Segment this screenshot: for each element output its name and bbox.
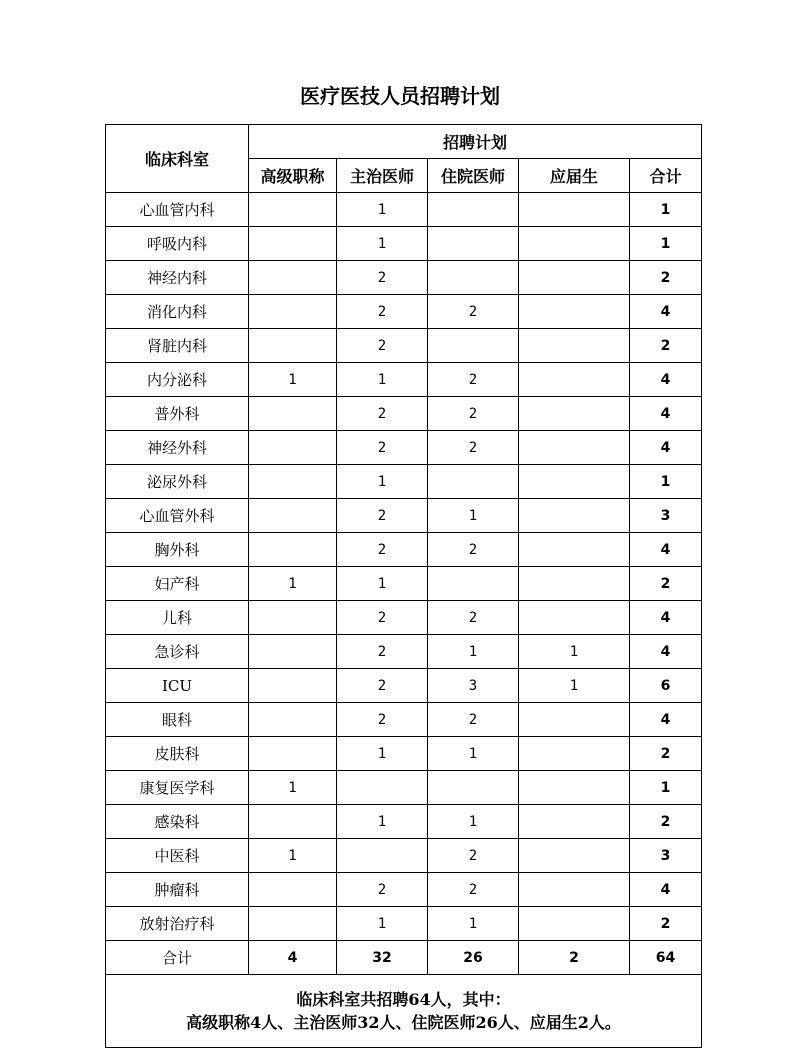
total-resident: 26 (428, 941, 519, 975)
attending-cell: 1 (337, 193, 428, 227)
table-row (106, 295, 702, 329)
table-row (106, 533, 702, 567)
recruitment-table (105, 124, 702, 1048)
senior-cell (249, 873, 337, 907)
graduate-cell (519, 329, 630, 363)
total-cell: 3 (630, 499, 702, 533)
dept-cell: 感染科 (106, 805, 249, 839)
senior-cell: 1 (249, 567, 337, 601)
total-cell: 2 (630, 737, 702, 771)
total-cell: 2 (630, 261, 702, 295)
senior-cell (249, 261, 337, 295)
attending-cell: 2 (337, 635, 428, 669)
table-row (106, 771, 702, 805)
totals-row (106, 941, 702, 975)
plan-header: 招聘计划 (249, 125, 702, 159)
senior-cell (249, 601, 337, 635)
attending-cell: 2 (337, 703, 428, 737)
senior-cell (249, 431, 337, 465)
dept-cell: 呼吸内科 (106, 227, 249, 261)
summary-line-1: 临床科室共招聘64人，其中： (296, 990, 511, 1009)
attending-cell: 1 (337, 737, 428, 771)
column-header-senior: 高级职称 (249, 159, 337, 193)
table-row (106, 601, 702, 635)
attending-cell: 1 (337, 465, 428, 499)
total-cell: 2 (630, 805, 702, 839)
resident-cell: 2 (428, 703, 519, 737)
dept-cell: 内分泌科 (106, 363, 249, 397)
dept-cell: 妇产科 (106, 567, 249, 601)
resident-cell (428, 329, 519, 363)
table-row (106, 635, 702, 669)
total-attending: 32 (337, 941, 428, 975)
total-senior: 4 (249, 941, 337, 975)
dept-cell: 放射治疗科 (106, 907, 249, 941)
attending-cell: 1 (337, 567, 428, 601)
attending-cell: 2 (337, 601, 428, 635)
resident-cell (428, 771, 519, 805)
total-cell: 6 (630, 669, 702, 703)
attending-cell: 2 (337, 295, 428, 329)
resident-cell: 1 (428, 907, 519, 941)
dept-cell: 急诊科 (106, 635, 249, 669)
resident-cell: 1 (428, 499, 519, 533)
senior-cell (249, 193, 337, 227)
graduate-cell (519, 737, 630, 771)
graduate-cell (519, 295, 630, 329)
attending-cell: 1 (337, 907, 428, 941)
senior-cell (249, 499, 337, 533)
dept-cell: ICU (106, 669, 249, 703)
dept-cell: 普外科 (106, 397, 249, 431)
senior-cell (249, 295, 337, 329)
dept-cell: 神经外科 (106, 431, 249, 465)
table-row (106, 465, 702, 499)
total-cell: 4 (630, 295, 702, 329)
graduate-cell (519, 499, 630, 533)
graduate-cell (519, 533, 630, 567)
dept-cell: 心血管内科 (106, 193, 249, 227)
total-cell: 1 (630, 227, 702, 261)
table-row (106, 227, 702, 261)
attending-cell: 2 (337, 397, 428, 431)
dept-cell: 肾脏内科 (106, 329, 249, 363)
graduate-cell (519, 907, 630, 941)
graduate-cell (519, 873, 630, 907)
total-cell: 2 (630, 329, 702, 363)
graduate-cell (519, 193, 630, 227)
attending-cell (337, 771, 428, 805)
attending-cell: 1 (337, 227, 428, 261)
dept-cell: 儿科 (106, 601, 249, 635)
total-cell: 4 (630, 873, 702, 907)
dept-cell: 肿瘤科 (106, 873, 249, 907)
table-row (106, 261, 702, 295)
table-row (106, 567, 702, 601)
total-cell: 4 (630, 431, 702, 465)
total-cell: 4 (630, 703, 702, 737)
total-cell: 1 (630, 193, 702, 227)
attending-cell: 1 (337, 805, 428, 839)
resident-cell: 3 (428, 669, 519, 703)
graduate-cell (519, 805, 630, 839)
graduate-cell: 1 (519, 635, 630, 669)
graduate-cell (519, 771, 630, 805)
total-cell: 1 (630, 771, 702, 805)
summary-cell (106, 975, 702, 1048)
dept-cell: 泌尿外科 (106, 465, 249, 499)
attending-cell: 2 (337, 499, 428, 533)
attending-cell: 2 (337, 873, 428, 907)
graduate-cell (519, 465, 630, 499)
dept-cell: 心血管外科 (106, 499, 249, 533)
resident-cell: 2 (428, 431, 519, 465)
total-cell: 4 (630, 397, 702, 431)
total-cell: 4 (630, 601, 702, 635)
dept-cell: 皮肤科 (106, 737, 249, 771)
resident-cell: 2 (428, 363, 519, 397)
total-all: 64 (630, 941, 702, 975)
table-row (106, 499, 702, 533)
dept-cell: 神经内科 (106, 261, 249, 295)
column-header-total: 合计 (630, 159, 702, 193)
attending-cell: 2 (337, 329, 428, 363)
senior-cell: 1 (249, 363, 337, 397)
attending-cell: 2 (337, 431, 428, 465)
attending-cell: 2 (337, 669, 428, 703)
senior-cell (249, 737, 337, 771)
total-cell: 4 (630, 363, 702, 397)
table-row (106, 193, 702, 227)
graduate-cell (519, 431, 630, 465)
senior-cell (249, 907, 337, 941)
table-row (106, 907, 702, 941)
resident-cell (428, 261, 519, 295)
total-graduate: 2 (519, 941, 630, 975)
senior-cell (249, 227, 337, 261)
attending-cell: 2 (337, 261, 428, 295)
column-header-resident: 住院医师 (428, 159, 519, 193)
table-row (106, 431, 702, 465)
resident-cell: 2 (428, 397, 519, 431)
table-row (106, 839, 702, 873)
graduate-cell: 1 (519, 669, 630, 703)
summary-row (106, 975, 702, 1048)
total-cell: 3 (630, 839, 702, 873)
table-row (106, 873, 702, 907)
graduate-cell (519, 397, 630, 431)
senior-cell (249, 703, 337, 737)
resident-cell: 2 (428, 533, 519, 567)
graduate-cell (519, 227, 630, 261)
senior-cell (249, 397, 337, 431)
attending-cell (337, 839, 428, 873)
resident-cell: 1 (428, 805, 519, 839)
graduate-cell (519, 567, 630, 601)
table-body (106, 193, 702, 941)
table-row (106, 737, 702, 771)
resident-cell (428, 465, 519, 499)
graduate-cell (519, 601, 630, 635)
table-row (106, 669, 702, 703)
graduate-cell (519, 839, 630, 873)
senior-cell: 1 (249, 771, 337, 805)
dept-header: 临床科室 (106, 125, 249, 193)
senior-cell (249, 805, 337, 839)
graduate-cell (519, 261, 630, 295)
senior-cell: 1 (249, 839, 337, 873)
graduate-cell (519, 703, 630, 737)
resident-cell (428, 193, 519, 227)
column-header-attending: 主治医师 (337, 159, 428, 193)
table-row (106, 397, 702, 431)
resident-cell: 1 (428, 635, 519, 669)
summary-line-2: 高级职称4人、主治医师32人、住院医师26人、应届生2人。 (186, 1013, 621, 1032)
totals-label: 合计 (106, 941, 249, 975)
page-title: 医疗医技人员招聘计划 (300, 84, 500, 108)
column-header-graduate: 应届生 (519, 159, 630, 193)
table-row (106, 703, 702, 737)
resident-cell: 2 (428, 295, 519, 329)
dept-cell: 胸外科 (106, 533, 249, 567)
table-row (106, 363, 702, 397)
resident-cell (428, 227, 519, 261)
senior-cell (249, 465, 337, 499)
resident-cell: 2 (428, 601, 519, 635)
resident-cell (428, 567, 519, 601)
table-row (106, 805, 702, 839)
graduate-cell (519, 363, 630, 397)
dept-cell: 中医科 (106, 839, 249, 873)
total-cell: 4 (630, 635, 702, 669)
resident-cell: 1 (428, 737, 519, 771)
senior-cell (249, 635, 337, 669)
senior-cell (249, 533, 337, 567)
senior-cell (249, 669, 337, 703)
table-row (106, 329, 702, 363)
senior-cell (249, 329, 337, 363)
attending-cell: 2 (337, 533, 428, 567)
attending-cell: 1 (337, 363, 428, 397)
resident-cell: 2 (428, 873, 519, 907)
total-cell: 1 (630, 465, 702, 499)
dept-cell: 康复医学科 (106, 771, 249, 805)
total-cell: 2 (630, 567, 702, 601)
dept-cell: 消化内科 (106, 295, 249, 329)
dept-cell: 眼科 (106, 703, 249, 737)
total-cell: 4 (630, 533, 702, 567)
total-cell: 2 (630, 907, 702, 941)
resident-cell: 2 (428, 839, 519, 873)
